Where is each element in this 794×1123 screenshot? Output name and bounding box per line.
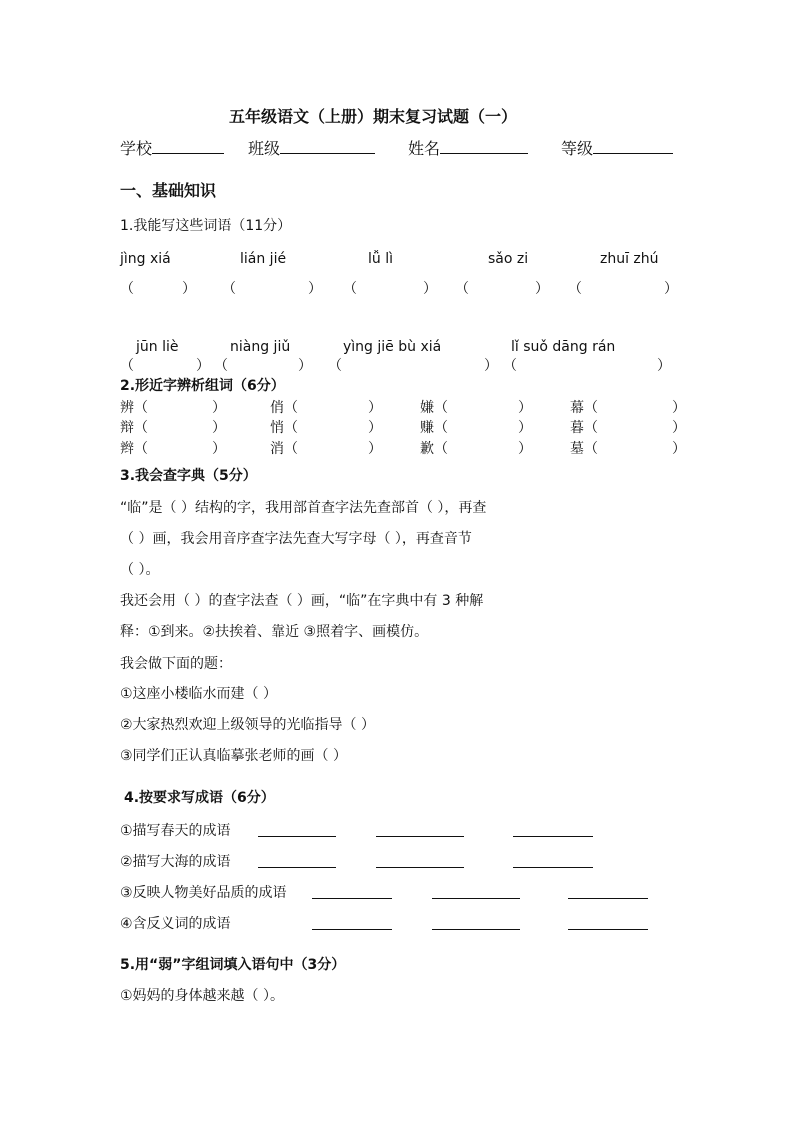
q4-item: ②描写大海的成语	[120, 854, 231, 870]
char-compare-item[interactable]	[120, 419, 226, 437]
q4-item: ④含反义词的成语	[120, 916, 231, 932]
page-title: 五年级语文（上册）期末复习试题（一）	[229, 107, 518, 126]
left-paren: （	[120, 281, 134, 297]
info-grade	[561, 139, 673, 159]
answer-box[interactable]	[503, 357, 671, 375]
name-field[interactable]	[440, 139, 528, 154]
pinyin: lǚ lì	[368, 251, 393, 267]
info-line	[120, 139, 224, 159]
char: 消	[270, 441, 284, 457]
right-paren: ）	[368, 420, 382, 436]
idiom-blank[interactable]	[432, 915, 520, 935]
left-paren: （	[134, 441, 148, 457]
right-paren: ）	[484, 358, 498, 374]
char: 辩	[120, 420, 134, 436]
char: 辫	[120, 441, 134, 457]
q3-line: （ ）。	[120, 562, 160, 578]
school-field[interactable]	[152, 139, 224, 154]
char: 歉	[420, 441, 434, 457]
pinyin: zhuī zhú	[600, 251, 659, 267]
char-compare-item[interactable]	[570, 399, 686, 417]
pinyin: sǎo zi	[488, 251, 529, 267]
right-paren: ）	[298, 358, 312, 374]
q3-line: “临”是（ ）结构的字，我用部首查字法先查部首（ ），再查	[120, 500, 487, 516]
left-paren: （	[328, 358, 342, 374]
school-label: 学校	[120, 139, 153, 158]
left-paren: （	[584, 400, 598, 416]
info-name	[408, 139, 528, 159]
char-compare-item[interactable]	[270, 399, 382, 417]
idiom-blank[interactable]	[513, 853, 593, 873]
answer-box[interactable]	[120, 280, 196, 298]
pinyin: niàng jiǔ	[230, 339, 291, 355]
idiom-blank[interactable]	[376, 853, 464, 873]
answer-box[interactable]	[568, 280, 678, 298]
char: 赚	[420, 420, 434, 436]
pinyin: jìng xiá	[120, 251, 171, 267]
left-paren: （	[584, 441, 598, 457]
answer-box[interactable]	[120, 357, 210, 375]
q2-heading: 2.形近字辨析组词（6分）	[120, 378, 285, 394]
q3-line: 我会做下面的题：	[120, 656, 232, 672]
left-paren: （	[134, 400, 148, 416]
q3-line: ②大家热烈欢迎上级领导的光临指导（ ）	[120, 717, 375, 733]
left-paren: （	[434, 400, 448, 416]
right-paren: ）	[657, 358, 671, 374]
right-paren: ）	[196, 358, 210, 374]
idiom-blank[interactable]	[568, 884, 648, 904]
right-paren: ）	[368, 400, 382, 416]
right-paren: ）	[423, 281, 437, 297]
pinyin: lián jié	[240, 251, 287, 267]
char-compare-item[interactable]	[120, 440, 226, 458]
char-compare-item[interactable]	[270, 419, 382, 437]
left-paren: （	[434, 420, 448, 436]
char-compare-item[interactable]	[120, 399, 226, 417]
char-compare-item[interactable]	[270, 440, 382, 458]
idiom-blank[interactable]	[312, 884, 392, 904]
section-heading: 一、基础知识	[120, 181, 217, 200]
char-compare-item[interactable]	[420, 399, 532, 417]
q4-heading: 4.按要求写成语（6分）	[124, 790, 275, 806]
idiom-blank[interactable]	[258, 822, 336, 842]
right-paren: ）	[212, 441, 226, 457]
answer-box[interactable]	[328, 357, 498, 375]
left-paren: （	[455, 281, 469, 297]
left-paren: （	[284, 400, 298, 416]
right-paren: ）	[664, 281, 678, 297]
left-paren: （	[284, 441, 298, 457]
char: 墓	[570, 441, 584, 457]
right-paren: ）	[672, 441, 686, 457]
q1-heading: 1.我能写这些词语（11分）	[120, 218, 292, 234]
char: 辨	[120, 400, 134, 416]
answer-box[interactable]	[455, 280, 549, 298]
idiom-blank[interactable]	[376, 822, 464, 842]
idiom-blank[interactable]	[258, 853, 336, 873]
idiom-blank[interactable]	[513, 822, 593, 842]
char: 幕	[570, 400, 584, 416]
name-label: 姓名	[408, 139, 441, 158]
right-paren: ）	[518, 441, 532, 457]
q5-item: ①妈妈的身体越来越（ ）。	[120, 988, 285, 1004]
right-paren: ）	[535, 281, 549, 297]
right-paren: ）	[518, 420, 532, 436]
left-paren: （	[284, 420, 298, 436]
grade-label: 等级	[561, 139, 594, 158]
grade-field[interactable]	[593, 139, 673, 154]
char-compare-item[interactable]	[420, 440, 532, 458]
left-paren: （	[134, 420, 148, 436]
left-paren: （	[222, 281, 236, 297]
left-paren: （	[214, 358, 228, 374]
right-paren: ）	[308, 281, 322, 297]
class-label: 班级	[248, 139, 281, 158]
char-compare-item[interactable]	[420, 419, 532, 437]
left-paren: （	[584, 420, 598, 436]
q3-line: （ ）画，我会用音序查字法先查大写字母（ ），再查音节	[120, 531, 472, 547]
pinyin: lǐ suǒ dāng rán	[511, 339, 616, 355]
right-paren: ）	[672, 400, 686, 416]
pinyin: jūn liè	[136, 339, 179, 355]
info-class	[248, 139, 375, 159]
q5-heading: 5.用“弱”字组词填入语句中（3分）	[120, 957, 346, 973]
right-paren: ）	[518, 400, 532, 416]
idiom-blank[interactable]	[432, 884, 520, 904]
q4-item: ①描写春天的成语	[120, 823, 231, 839]
char: 悄	[270, 420, 284, 436]
char: 暮	[570, 420, 584, 436]
left-paren: （	[568, 281, 582, 297]
idiom-blank[interactable]	[312, 915, 392, 935]
pinyin: yìng jiē bù xiá	[343, 339, 442, 355]
answer-box[interactable]	[343, 280, 437, 298]
char-compare-item[interactable]	[570, 440, 686, 458]
idiom-blank[interactable]	[568, 915, 648, 935]
answer-box[interactable]	[214, 357, 312, 375]
answer-box[interactable]	[222, 280, 322, 298]
q3-line: ①这座小楼临水而建（ ）	[120, 686, 278, 702]
left-paren: （	[343, 281, 357, 297]
q3-line: 我还会用（ ）的查字法查（ ）画，“临”在字典中有 3 种解	[120, 593, 484, 609]
class-field[interactable]	[280, 139, 375, 154]
right-paren: ）	[212, 400, 226, 416]
right-paren: ）	[672, 420, 686, 436]
left-paren: （	[434, 441, 448, 457]
char: 俏	[270, 400, 284, 416]
q3-line: 释：①到来。②扶挨着、靠近 ③照着字、画模仿。	[120, 624, 429, 640]
right-paren: ）	[182, 281, 196, 297]
left-paren: （	[503, 358, 517, 374]
char-compare-item[interactable]	[570, 419, 686, 437]
q4-item: ③反映人物美好品质的成语	[120, 885, 287, 901]
right-paren: ）	[368, 441, 382, 457]
right-paren: ）	[212, 420, 226, 436]
char: 嫌	[420, 400, 434, 416]
left-paren: （	[120, 358, 134, 374]
q3-line: ③同学们正认真临摹张老师的画（ ）	[120, 748, 348, 764]
q3-heading: 3.我会查字典（5分）	[120, 468, 257, 484]
